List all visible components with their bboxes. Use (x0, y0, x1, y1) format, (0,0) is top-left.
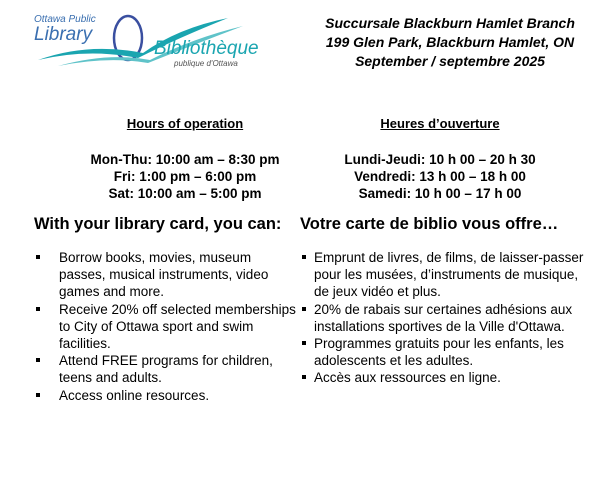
list-item: Accès aux ressources en ligne. (300, 369, 590, 386)
logo-text-en-small: Ottawa Public (34, 14, 96, 25)
hours-row: Lundi-Jeudi: 10 h 00 – 20 h 30 (344, 152, 536, 167)
hours-en (60, 116, 310, 202)
list-item: Programmes gratuits pour les enfants, les adolescents et les adultes. (300, 335, 590, 369)
benefits-en (34, 214, 296, 404)
library-logo (28, 8, 268, 68)
bullet-icon (36, 255, 40, 259)
bullet-icon (302, 341, 306, 345)
hours-row: Sat: 10:00 am – 5:00 pm (108, 186, 262, 201)
benefits-heading-en: With your library card, you can: (34, 215, 282, 233)
hours-row: Mon-Thu: 10:00 am – 8:30 pm (90, 152, 280, 167)
hours-row: Fri: 1:00 pm – 6:00 pm (113, 169, 257, 184)
logo-text-bibliotheque: Bibliothèque (154, 38, 259, 59)
list-item: Borrow books, movies, museum passes, musical instruments, video games and more. (34, 249, 296, 301)
hours-row: Vendredi: 13 h 00 – 18 h 00 (354, 169, 526, 184)
bullet-icon (302, 307, 306, 311)
benefits-fr (300, 214, 590, 387)
branch-name: Succursale Blackburn Hamlet Branch (325, 15, 575, 31)
hours-title-en: Hours of operation (126, 116, 244, 131)
logo-text-fr-small: publique d'Ottawa (174, 59, 238, 68)
list-item: Attend FREE programs for children, teens and adults. (34, 352, 296, 386)
hours-row: Samedi: 10 h 00 – 17 h 00 (358, 186, 522, 201)
list-item: 20% de rabais sur certaines adhésions aux installations sportives de la Ville d'Ottawa. (300, 301, 590, 335)
bullet-icon (36, 358, 40, 362)
hours-title-fr: Heures d’ouverture (380, 116, 500, 131)
hours-fr (310, 116, 570, 202)
branch-address: 199 Glen Park, Blackburn Hamlet, ON (325, 34, 575, 50)
list-item: Receive 20% off selected memberships to City of Ottawa sport and swim facilities. (34, 301, 296, 353)
logo-text-library: Library (34, 24, 93, 45)
branch-date: September / septembre 2025 (355, 53, 545, 69)
bullet-icon (302, 255, 306, 259)
bullet-icon (302, 375, 306, 379)
list-item: Access online resources. (34, 387, 296, 404)
branch-info (300, 14, 600, 71)
benefits-heading-fr: Votre carte de biblio vous offre… (300, 215, 559, 233)
bullet-icon (36, 307, 40, 311)
list-item: Emprunt de livres, de films, de laisser-passer pour les musées, d’instruments de musique, de jeux vidéo et plus. (300, 249, 590, 301)
bullet-icon (36, 393, 40, 397)
